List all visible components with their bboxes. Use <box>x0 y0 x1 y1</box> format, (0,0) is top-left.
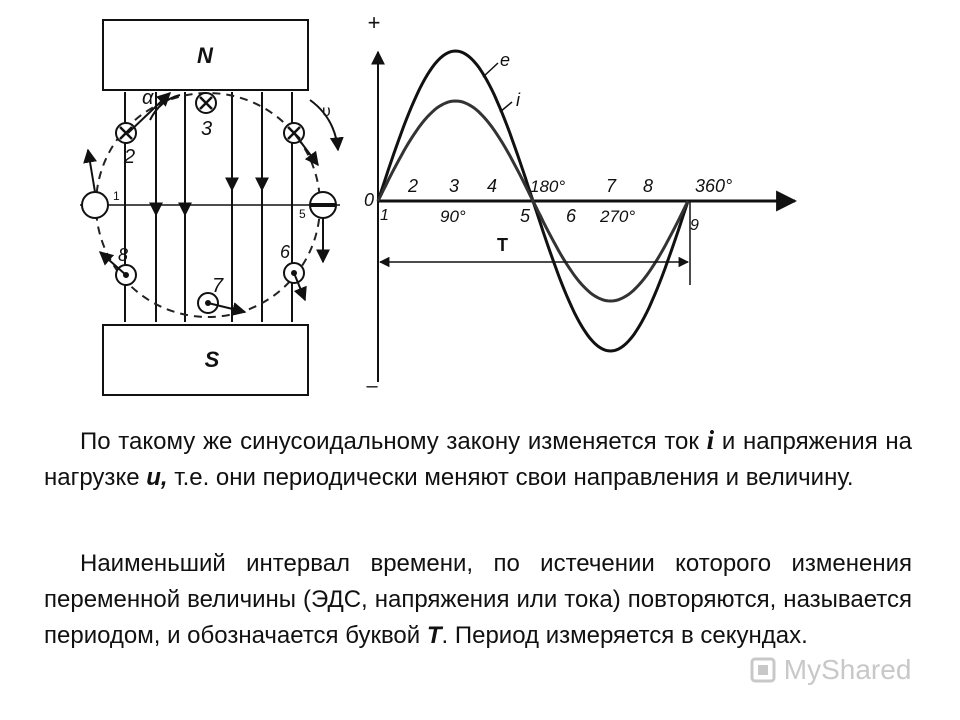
pt-6: 6 <box>566 206 577 226</box>
period-label: T <box>497 235 508 255</box>
pt-270: 270° <box>600 207 636 226</box>
curve-e-label: e <box>500 50 511 70</box>
pt-360: 360° <box>695 176 733 196</box>
p2-symbol-t: T <box>426 622 442 649</box>
svg-text:8: 8 <box>118 245 129 265</box>
pt-1: 1 <box>380 207 389 224</box>
conductor-5 <box>299 192 336 221</box>
pt-2: 2 <box>408 176 419 196</box>
generator-diagram <box>80 20 340 395</box>
pt-9: 9 <box>690 217 699 234</box>
conductor-3-cross <box>196 93 216 140</box>
svg-text:3: 3 <box>201 118 213 140</box>
pole-s-label: S <box>204 347 220 372</box>
axis-plus: + <box>367 10 381 35</box>
paragraph-current-voltage <box>44 422 912 496</box>
svg-text:5: 5 <box>299 207 306 221</box>
p2-text-a: Наименьший интервал времени, по истечении которого изменения переменной величины (ЭДС, напряжения или тока) повторяются, называется периодом, и обозначается буквой <box>44 550 912 649</box>
p2-text-b: . Период измеряется в секундах. <box>441 622 808 649</box>
p1-text-c: т.е. они периодически меняют свои направления и величину. <box>167 464 854 491</box>
curve-i-leader <box>500 102 512 112</box>
pt-4: 4 <box>487 176 498 196</box>
svg-text:2: 2 <box>124 146 136 168</box>
pt-5: 5 <box>520 206 531 226</box>
p1-text-a: По такому же синусоидальному закону изменяется ток <box>80 428 707 455</box>
axis-minus: – <box>366 375 378 397</box>
p1-text-b: и напряжения на нагрузке <box>44 428 912 491</box>
p1-symbol-i: i <box>706 425 715 455</box>
curve-e-leader <box>483 63 498 77</box>
watermark-logo <box>750 654 930 694</box>
svg-text:7: 7 <box>212 275 224 297</box>
pt-180: 180° <box>530 177 566 196</box>
p1-symbol-u: u, <box>146 464 168 491</box>
pt-90: 90° <box>440 207 466 226</box>
pole-n-label: N <box>197 43 213 68</box>
conductor-8-dot <box>116 245 136 285</box>
rotation-v-label: υ <box>322 103 331 120</box>
pt-7: 7 <box>606 176 617 196</box>
watermark-text: MyShared <box>783 654 912 685</box>
paragraph-period-definition <box>44 546 912 654</box>
conductor-1 <box>82 189 120 218</box>
origin-label: 0 <box>364 190 375 210</box>
svg-text:6: 6 <box>280 242 291 262</box>
waveform-plot <box>364 10 795 397</box>
pt-8: 8 <box>643 176 654 196</box>
pt-3: 3 <box>449 176 460 196</box>
conductor-2-cross <box>116 123 136 168</box>
angle-alpha: α <box>142 87 154 109</box>
svg-text:1: 1 <box>113 189 120 203</box>
conductor-7-dot <box>198 275 224 313</box>
curve-i-label: i <box>516 90 520 110</box>
